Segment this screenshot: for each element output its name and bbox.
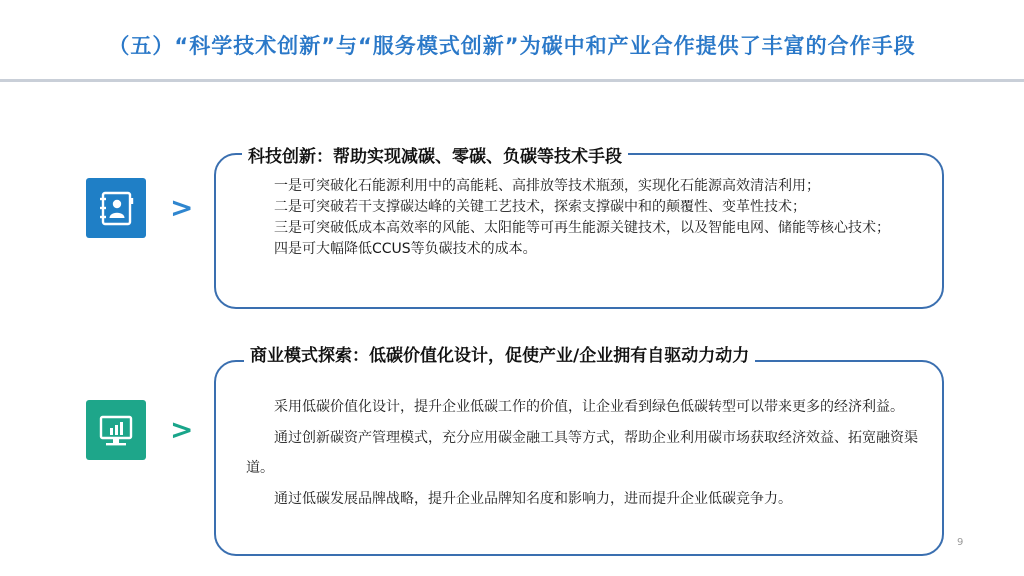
tech-paragraph-3: 三是可突破低成本高效率的风能、太阳能等可再生能源关键技术，以及智能电网、储能等核心技术； [274,220,890,236]
chevron-right-icon: > [170,191,194,224]
chevron-right-icon: > [170,413,194,446]
business-paragraph-3: 通过低碳发展品牌战略，提升企业品牌知名度和影响力，进而提升企业低碳竞争力。 [274,490,792,507]
business-model-title: 商业模式探索：低碳价值化设计，促使产业/企业拥有自驱动力动力 [244,341,755,366]
tech-innovation-title: 科技创新：帮助实现减碳、零碳、负碳等技术手段 [242,142,628,167]
business-model-text [246,392,926,514]
tech-paragraph-2: 二是可突破若干支撑碳达峰的关键工艺技术，探索支撑碳中和的颠覆性、变革性技术； [274,199,806,215]
contact-book-icon [86,178,146,238]
business-paragraph-2: 通过创新碳资产管理模式，充分应用碳金融工具等方式，帮助企业利用碳市场获取经济效益、拓宽融资渠道。 [246,429,918,476]
monitor-chart-icon [86,400,146,460]
slide-title: （五）“科学技术创新”与“服务模式创新”为碳中和产业合作提供了丰富的合作手段 [108,34,916,58]
title-divider [0,79,1024,82]
tech-innovation-text [246,176,926,260]
page-number: 9 [957,537,964,548]
tech-paragraph-4: 四是可大幅降低CCUS等负碳技术的成本。 [274,241,537,257]
tech-paragraph-1: 一是可突破化石能源利用中的高能耗、高排放等技术瓶颈，实现化石能源高效清洁利用； [274,178,820,194]
business-paragraph-1: 采用低碳价值化设计，提升企业低碳工作的价值，让企业看到绿色低碳转型可以带来更多的经济利益。 [274,399,904,415]
